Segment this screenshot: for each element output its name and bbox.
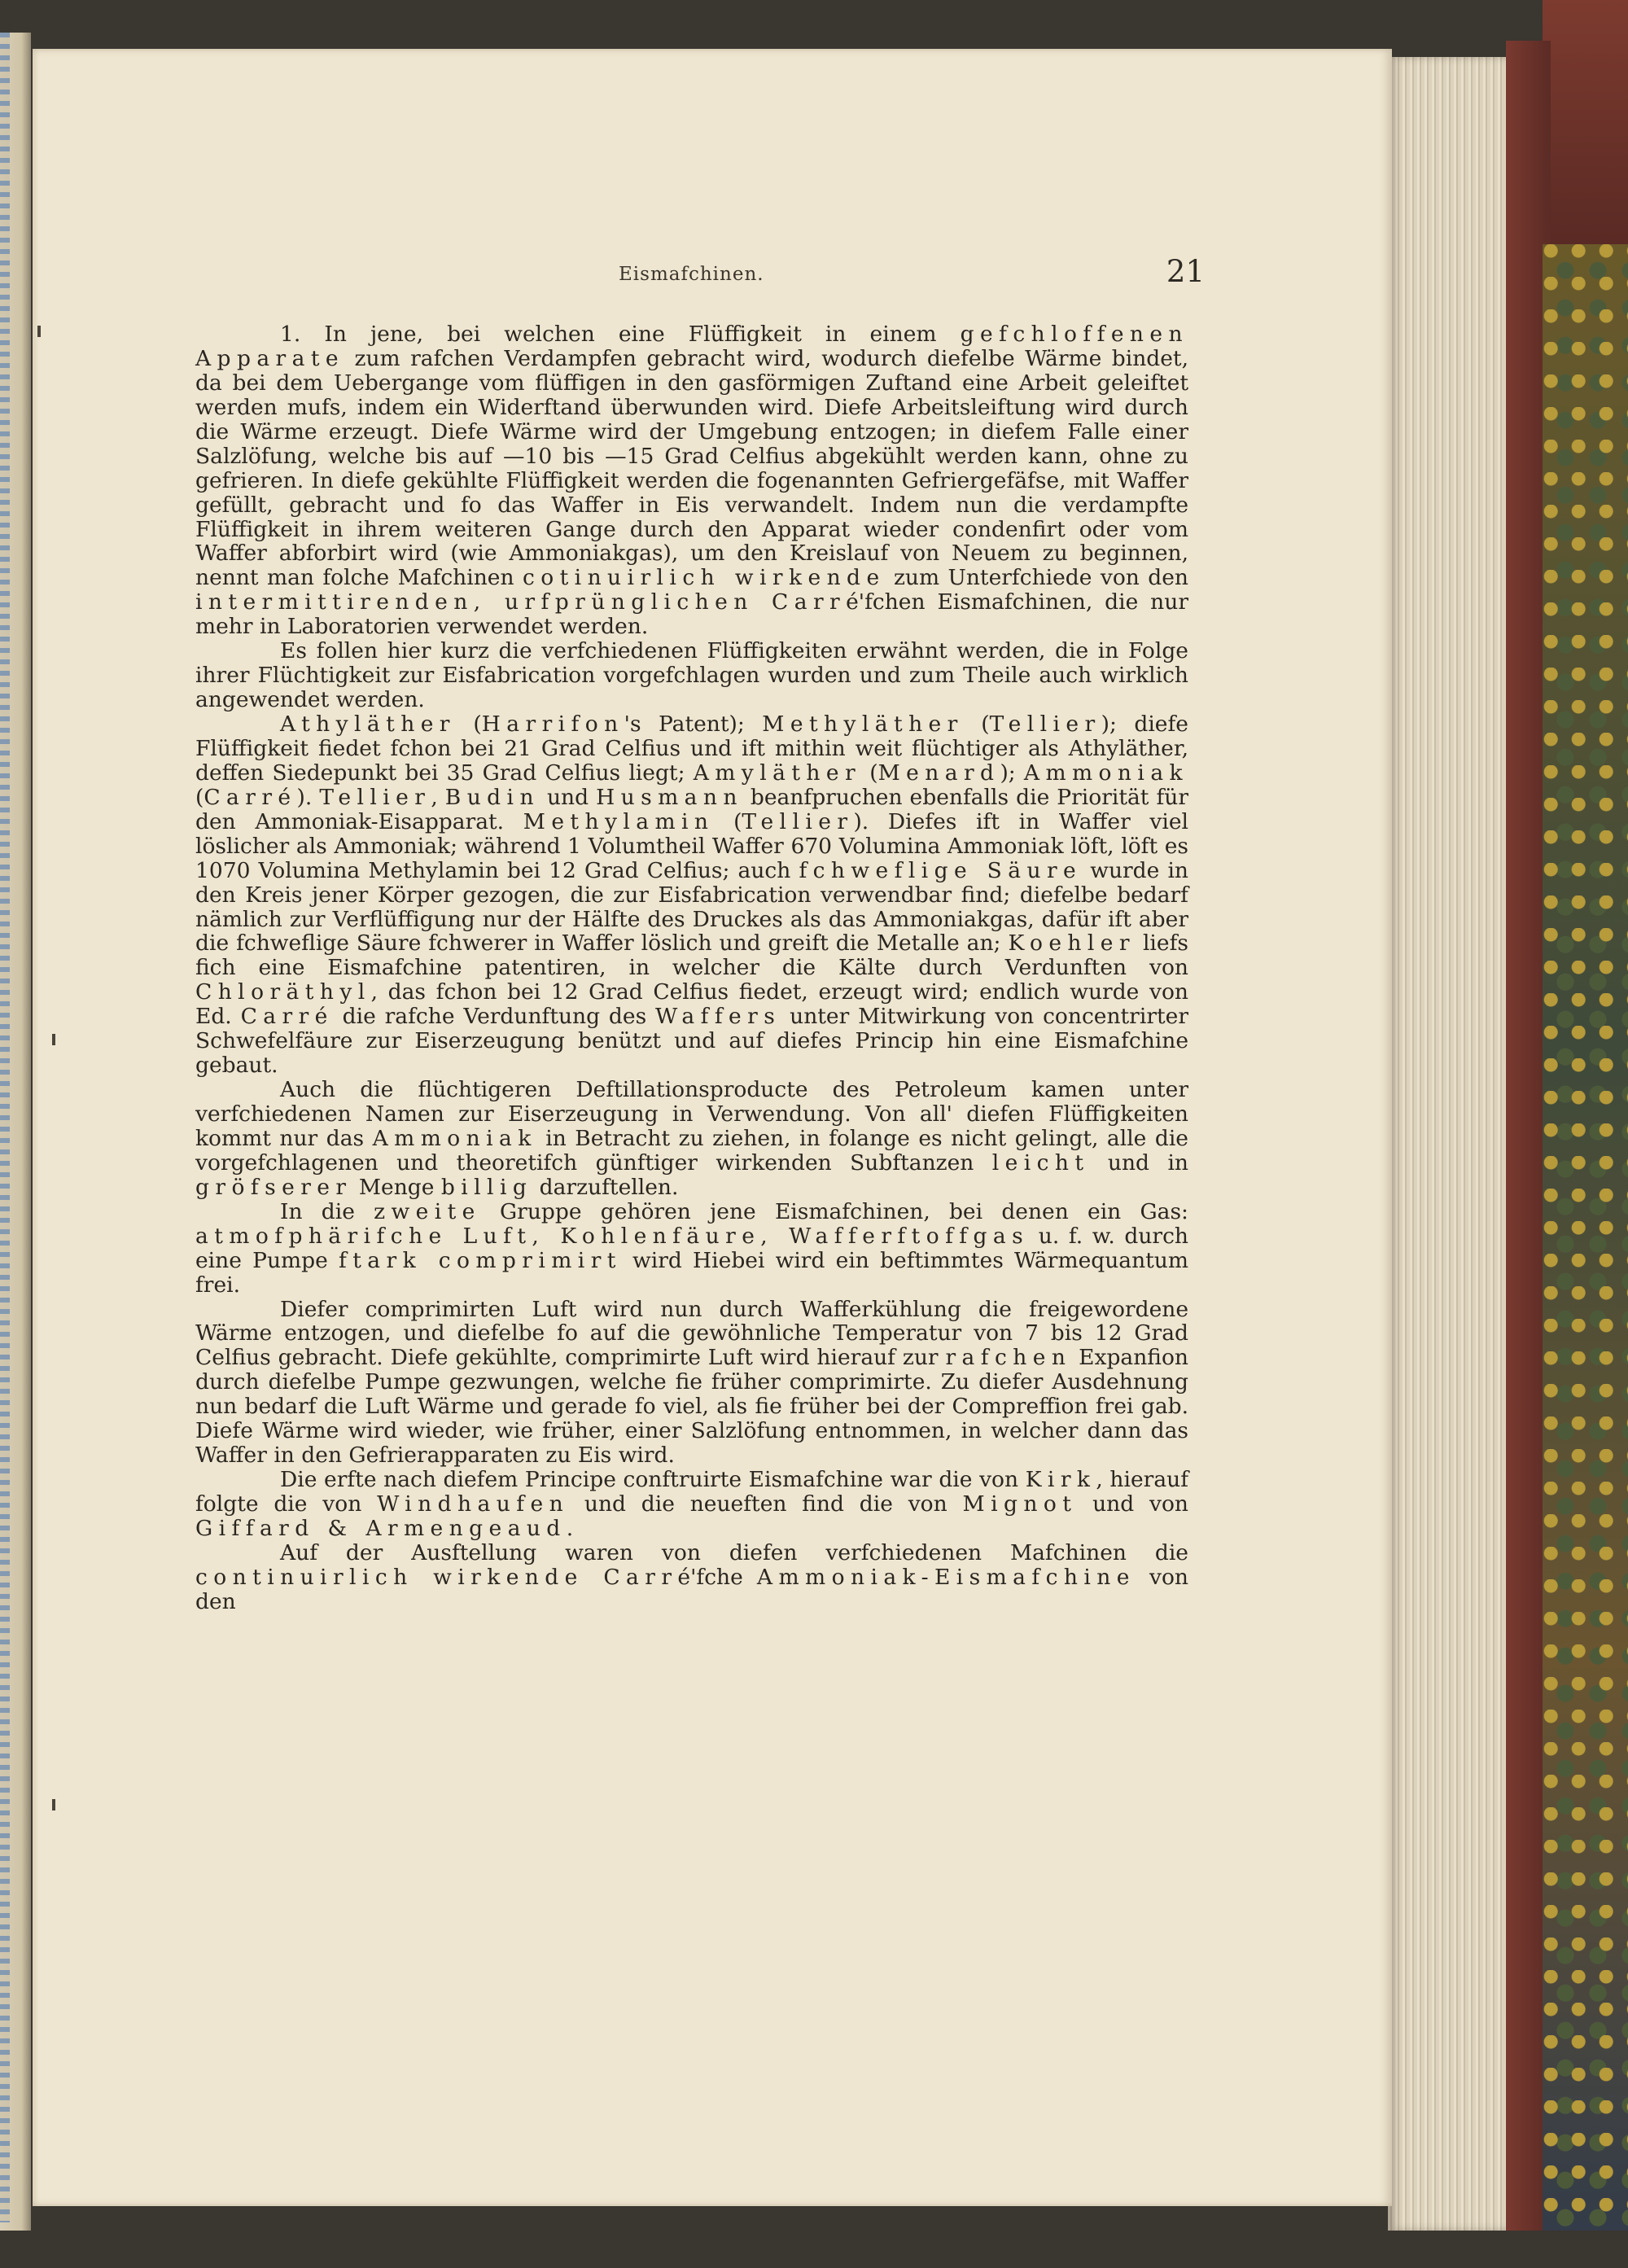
spaced-emphasis: continuirlich wirkende Carr xyxy=(195,1564,678,1590)
marbled-cover-edge xyxy=(1543,244,1628,2268)
text-run: Es follen hier kurz die verfchiedenen Flüffigkeiten erwähnt werden, die in Folge ihrer Flüchtigkeit zur Eisfabrication vorgefchlagen wurden und zum Theile auch wirklich angewendet werden. xyxy=(195,638,1188,713)
margin-mark xyxy=(37,326,41,337)
spaced-emphasis: Ammoniak xyxy=(1023,760,1189,786)
text-run: 's Patent); xyxy=(624,711,763,737)
spaced-emphasis: Windhaufen xyxy=(377,1491,570,1517)
text-run: ( xyxy=(861,760,878,786)
spaced-emphasis: Tellier xyxy=(742,808,854,834)
page-number: 21 xyxy=(1166,254,1205,289)
spaced-emphasis: gröfserer xyxy=(195,1174,352,1200)
spaced-emphasis: Waffers xyxy=(655,1004,781,1030)
text-run: ( xyxy=(963,711,990,737)
text-run: Diefer comprimirten Luft wird nun durch Wafferkühlung die freigewordene Wärme entzogen, und diefelbe fo auf die gewöhnliche Temperatur von 7 bis 12 Grad Celfius gebracht. Diefe gekühlte, comprimirte Luft wird hierauf zur xyxy=(195,1296,1188,1371)
paragraph xyxy=(195,1541,1188,1614)
spaced-emphasis: Carré xyxy=(240,1004,334,1030)
spaced-emphasis: Budin xyxy=(444,784,540,810)
text-run: Auch die flüchtigeren Deftillationsproducte des Petroleum kamen unter verfchiedenen Namen zur Eiserzeugung in Verwendung. Von all' diefen Flüffigkeiten kommt nur das xyxy=(195,1077,1188,1151)
text-run: und in xyxy=(1089,1149,1188,1176)
text-run: u. f. w. durch eine Pumpe xyxy=(195,1223,1188,1273)
cover-board-top xyxy=(1543,0,1628,244)
text-run: , xyxy=(431,784,445,810)
text-run: ). Diefes ift in Waffer viel löslicher als Ammoniak; während 1 Volumtheil Waffer 670 Volumina Ammoniak löft, löft es 1070 Volumina Methylamin bei 12 Grad Celfius; auch xyxy=(195,808,1188,883)
background-strip xyxy=(0,2231,1628,2268)
text-run: und xyxy=(539,784,597,810)
text-run: 1. In jene, bei welchen eine Flüffigkeit in einem xyxy=(280,322,961,347)
text-run: Expanfion durch diefelbe Pumpe gezwungen, welche fie früher comprimirte. Zu diefer Ausdehnung nun bedarf die Luft Wärme und gerade fo viel, als fie früher bei der Compreffion frei gab. Diefe Wärme wird wieder, wie früher, einer Salzlöfung entnommen, in welcher dann das Waffer in den Gefrierapparaten zu Eis wird. xyxy=(195,1345,1188,1469)
text-run: darzuftellen. xyxy=(532,1174,679,1200)
spaced-emphasis: Ammoniak-Eismafchine xyxy=(756,1564,1136,1590)
spaced-emphasis: Methyläther xyxy=(762,711,964,737)
text-run: Gruppe gehören jene Eismafchinen, bei denen ein Gas: xyxy=(480,1198,1188,1224)
text-run: é'fchen Eismafchinen, die nur mehr in Laboratorien verwendet werden. xyxy=(195,589,1188,640)
paragraph xyxy=(195,1298,1188,1469)
text-run: zum Unterfchiede von den xyxy=(885,565,1188,591)
running-head xyxy=(195,254,1205,295)
text-run: wird Hiebei wird ein beftimmtes Wärmequantum frei. xyxy=(195,1247,1188,1298)
paragraph xyxy=(195,639,1188,712)
running-head-title: Eismafchinen. xyxy=(619,264,764,285)
spaced-emphasis: zweite xyxy=(374,1198,481,1224)
spaced-emphasis: Carré xyxy=(204,784,297,810)
text-run: ). xyxy=(296,784,320,810)
text-run: ( xyxy=(195,784,204,810)
text-run: Die erfte nach diefem Principe conftruirte Eismafchine war die von xyxy=(280,1467,1026,1493)
text-run: unter Mitwirkung von concentrirter Schwefelfäure zur Eiserzeugung benützt und auf diefes Princip hin eine Eismafchine gebaut. xyxy=(195,1004,1188,1079)
text-run: zum rafchen Verdampfen gebracht wird, wodurch diefelbe Wärme bindet, da bei dem Uebergange vom flüffigen in den gasförmigen Zuftand eine Arbeit geleiftet werden mufs, indem ein Widerftand überwunden wird. Diefe Arbeitsleiftung wird durch die Wärme erzeugt. Diefe Wärme wird der Umgebung entzogen; in diefem Falle einer Salzlöfung, welche bis auf —10 bis —15 Grad Celfius abgekühlt werden kann, ohne zu gefrieren. In diefe gekühlte Flüffigkeit werden die fogenannten Gefriergefäfse, mit Waffer gefüllt, gebracht und fo das Waffer in Eis verwandelt. Indem nun die verdampfte Flüffigkeit in ihrem weiteren Gange durch den Apparat wieder condenfirt oder vom Waffer abforbirt wird (wie Ammoniakgas), um den Kreislauf von Neuem zu beginnen, nennt man folche Mafchinen xyxy=(195,345,1188,591)
spaced-emphasis: gefchloffenen Apparate xyxy=(195,322,1188,371)
text-run: in Betracht zu ziehen, in folange es nicht gelingt, alle die vorgefchlagenen und theoretifch günftiger wirkenden Subftanzen xyxy=(195,1125,1188,1176)
text-run: , hierauf folgte die von xyxy=(195,1467,1189,1517)
text-run: Auf der Ausftellung waren von diefen verfchiedenen Mafchinen die xyxy=(280,1539,1188,1565)
text-run: von den xyxy=(195,1564,1188,1614)
spaced-emphasis: ftark comprimirt xyxy=(339,1247,622,1273)
spaced-emphasis: Tellier xyxy=(319,784,431,810)
spaced-emphasis: Mignot xyxy=(962,1491,1078,1517)
text-run: und die neueften find die von xyxy=(569,1491,963,1517)
spaced-emphasis: intermittirenden, urfprünglichen Carr xyxy=(195,589,847,615)
text-run: , das fchon bei 12 Grad Celfius fiedet, erzeugt wird; endlich wurde von Ed. xyxy=(195,979,1188,1030)
spaced-emphasis: Menard xyxy=(877,760,1000,786)
text-run: beanfpruchen ebenfalls die Priorität für den Ammoniak-Eisapparat. xyxy=(195,784,1188,834)
text-run: ( xyxy=(714,808,742,834)
text-run: In die xyxy=(280,1198,374,1224)
spaced-emphasis: Kirk xyxy=(1025,1467,1096,1493)
paragraph xyxy=(195,1468,1188,1541)
text-run: é'fche xyxy=(677,1564,757,1590)
spaced-emphasis: Husmann xyxy=(596,784,743,810)
paragraph xyxy=(195,1200,1188,1298)
spaced-emphasis: Athyläther xyxy=(280,711,456,737)
text-run: die rafche Verdunftung des xyxy=(333,1004,656,1030)
paragraph xyxy=(195,712,1188,1078)
spaced-emphasis: Ammoniak xyxy=(372,1125,537,1151)
spaced-emphasis: Chloräthyl xyxy=(195,979,371,1005)
page-block-edges xyxy=(1388,57,1506,2231)
spaced-emphasis: atmofphärifche Luft, Kohlenfäure, Wafferftoffgas xyxy=(195,1223,1030,1249)
spaced-emphasis: Tellier xyxy=(989,711,1101,737)
paragraph xyxy=(195,1078,1188,1200)
adjacent-page-binding xyxy=(0,33,10,2222)
spaced-emphasis: cotinuirlich wirkende xyxy=(522,565,886,591)
text-run: liefs fich eine Eismafchine patentiren, in welcher die Kälte durch Verdunften von xyxy=(195,930,1188,981)
spaced-emphasis: Methylamin xyxy=(523,808,715,834)
spaced-emphasis: rafchen xyxy=(945,1345,1072,1371)
spaced-emphasis: Harrifon xyxy=(481,711,624,737)
margin-mark xyxy=(52,1799,55,1810)
text-run: ); xyxy=(1000,760,1024,786)
spaced-emphasis: billig xyxy=(440,1174,533,1200)
paragraph xyxy=(195,322,1188,639)
spaced-emphasis: fchweflige Säure xyxy=(799,857,1083,883)
text-run: und von xyxy=(1077,1491,1188,1517)
text-run: wurde in den Kreis jener Körper gezogen, die zur Eisfabrication verwendbar find; diefelbe bedarf nämlich zur Verflüffigung nur der Hälfte des Druckes als das Ammoniakgas, dafür ift aber die fchweflige Säure fchwerer in Waffer löslich und greift die Metalle an; xyxy=(195,857,1188,957)
spaced-emphasis: Koehler xyxy=(1008,930,1136,957)
spaced-emphasis: leicht xyxy=(991,1149,1090,1176)
spaced-emphasis: Giffard & Armengeaud xyxy=(195,1515,567,1541)
margin-mark xyxy=(52,1034,55,1045)
spaced-emphasis: Amyläther xyxy=(693,760,862,786)
text-run: ( xyxy=(455,711,482,737)
text-run: . xyxy=(566,1515,574,1541)
text-run: ); diefe Flüffigkeit fiedet fchon bei 21 Grad Celfius und ift mithin weit flüchtiger als Athyläther, deffen Siedepunkt bei 35 Grad Celfius liegt; xyxy=(195,711,1188,786)
body-text xyxy=(195,322,1188,1894)
text-run: Menge xyxy=(352,1174,441,1200)
